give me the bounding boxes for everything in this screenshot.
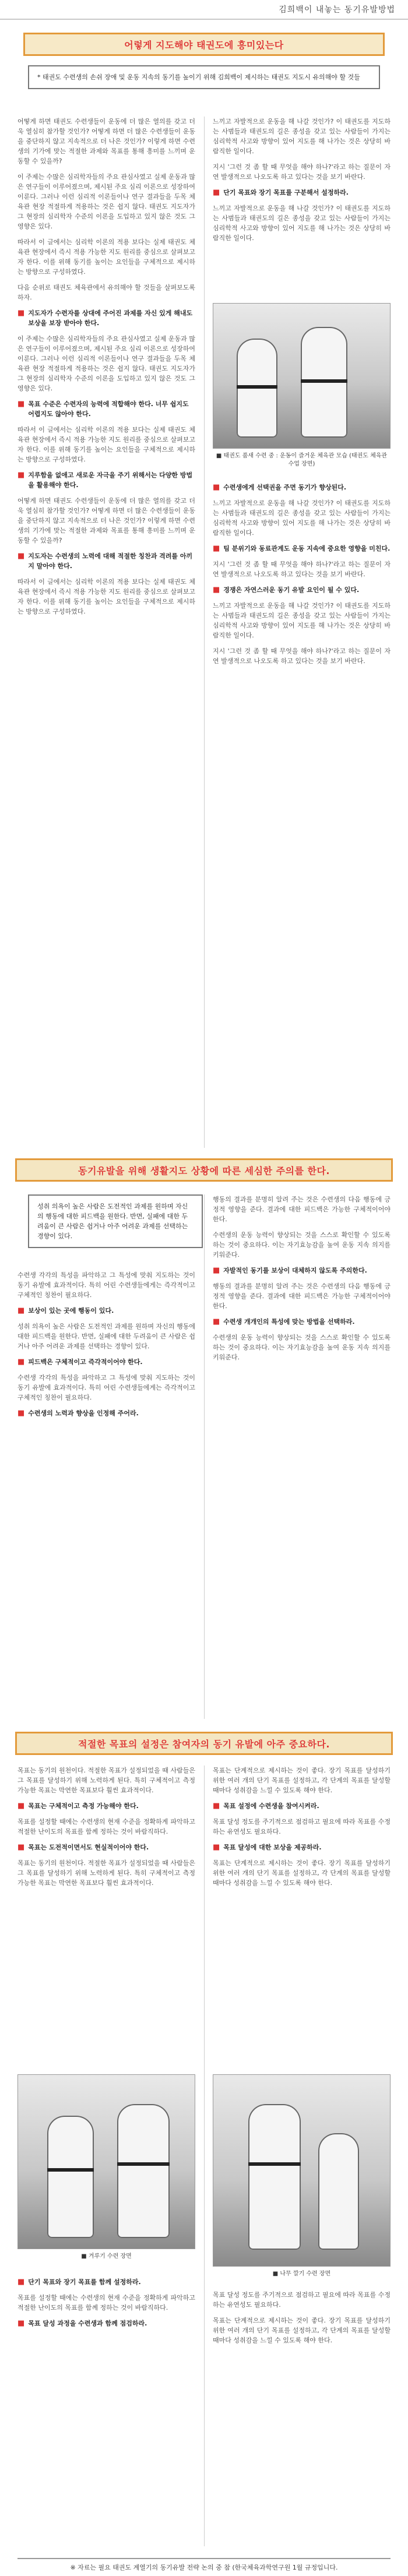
bullet-icon: ■ <box>17 552 25 561</box>
bullet-item: ■ 보상이 있는 곳에 행동이 있다. <box>17 1306 114 1315</box>
paragraph: 어떻게 하면 태권도 수련생들이 운동에 더 많은 열의를 갖고 더욱 열심히 참가할 것인가? 어떻게 하면 더 많은 수련생들이 운동을 중단하지 않고 지속적으로 더 나은 것인가? 이렇게 하면 수련생의 기가에 맞는 적절한 과제와 목표를 통해 흥미를 느끼며 운동할 수 있을까? <box>17 118 195 165</box>
banner-title: 적절한 목표의 설정은 참여자의 동기 유발에 아주 중요하다. <box>78 1738 330 1750</box>
bullet-icon: ■ <box>17 1843 25 1852</box>
column-divider <box>204 117 205 1148</box>
paragraph: 성취 의욕이 높은 사람은 도전적인 과제를 원하며 자신의 행동에 대한 피드백을 원한다. 반면, 실패에 대한 두려움이 큰 사람은 쉽거나 아주 어려운 과제를 선택하는 경향이 있다. <box>17 1323 195 1350</box>
belt <box>117 2162 170 2166</box>
bullet-item: ■ 목표 달성에 대한 보상을 제공하라. <box>213 1843 322 1852</box>
paragraph: 목표를 설정할 때에는 수련생의 현재 수준을 정확하게 파악하고 적절한 난이도의 목표를 함께 정하는 것이 바람직하다. <box>17 2294 195 2311</box>
bullet-item: ■ 단기 목표와 장기 목표를 구분해서 설정하라. <box>213 188 349 197</box>
paragraph: 느끼고 자발적으로 운동을 해 나갈 것인가? 이 태권도를 지도하는 사범들과 태권도의 길은 종성을 갖고 있는 사람들이 가지는 심리학적 사고와 방향이 있어 지도를 해 나가는 것은 상당히 바람직한 일이다. <box>213 602 391 639</box>
paragraph: 따라서 이 글에서는 심리학 이론의 적용 보다는 실제 태권도 체육관 현장에서 즉시 적용 가능한 지도 원리를 중심으로 살펴보고자 한다. 이를 위해 동기를 높이는 요인들을 구체적으로 제시하는 방향으로 구성하였다. <box>17 426 195 463</box>
quote-text: 성취 의욕이 높은 사람은 도전적인 과제를 원하며 자신의 행동에 대한 피드백을 원한다. 반면, 실패에 대한 두려움이 큰 사람은 쉽거나 아주 어려운 과제를 선택하는 경향이 있다. <box>37 1203 188 1240</box>
paragraph: 목표 달성 정도를 주기적으로 점검하고 필요에 따라 목표를 수정하는 유연성도 필요하다. <box>213 2291 391 2309</box>
bullet-icon: ■ <box>213 1802 220 1810</box>
paragraph: 지시 '그런 것 좀 할 때 무엇을 해야 하나?'라고 하는 질문이 자연 발생적으로 나오도록 하고 있다는 것을 보기 바란다. <box>213 163 391 181</box>
paragraph: 이 주제는 수많은 심리학자들의 주요 관심사였고 실제 운동과 많은 연구들이 이루어졌으며, 제시된 주요 심리 이론으로 성장하여 이룬다. 그러나 이런 심리적 이론들이나 연구 결과들을 두목 체육관 현장 적절하게 적용하는 것은 쉽지 않다. 태권도 지도자가 그 현장의 심리학자 수준의 이론을 도입하고 있지 않은 것도 그 영향은 있다. <box>17 173 195 230</box>
column-divider <box>204 1766 205 2546</box>
bullet-item: ■ 수련생 개개인의 특성에 맞는 방법을 선택하라. <box>213 1317 355 1326</box>
sec3-left-col <box>17 1766 195 1894</box>
footer-text: ※ 자료는 필요 태권도 계열기의 동기유발 전략 논의 중 참 (한국체육과학연구원 1월 규정입니다. <box>70 2564 338 2571</box>
paragraph: 목표는 동기의 원천이다. 적절한 목표가 설정되었을 때 사람들은 그 목표를 달성하기 위해 노력하게 된다. 특히 구체적이고 측정 가능한 목표는 막연한 목표보다 훨씬 효과적이다. <box>17 1767 195 1794</box>
banner-section2 <box>15 1158 393 1182</box>
bullet-icon: ■ <box>213 1843 220 1852</box>
bullet-icon: ■ <box>17 2319 25 2328</box>
photo-sparring <box>17 2074 195 2249</box>
paragraph: 수련생 각각의 특성을 파악하고 그 특성에 맞춰 지도하는 것이 동기 유발에 효과적이다. 특히 어린 수련생들에게는 즉각적이고 구체적인 칭찬이 필요하다. <box>17 1271 195 1299</box>
banner-section3 <box>15 1732 393 1755</box>
athlete-figure <box>248 2104 301 2250</box>
bullet-icon: ■ <box>213 1317 220 1326</box>
athlete-figure <box>117 2104 170 2238</box>
bullet-item: ■ 자발적인 동기를 보상이 대체하지 않도록 주의한다. <box>213 1266 367 1275</box>
photo-board-breaking <box>213 2074 391 2267</box>
bullet-icon: ■ <box>17 1306 25 1315</box>
bullet-icon: ■ <box>213 483 220 492</box>
belt <box>301 379 347 383</box>
bullet-icon: ■ <box>213 188 220 197</box>
bullet-item: ■ 목표 설정에 수련생을 참여시켜라. <box>213 1802 319 1810</box>
section-label: 김희백이 내놓는 동기유발방법 <box>279 5 395 15</box>
column-divider <box>204 1194 205 1719</box>
sec2-left-col <box>17 1270 195 1424</box>
paragraph: 목표는 단계적으로 제시하는 것이 좋다. 장기 목표를 달성하기 위한 여러 개의 단기 목표를 설정하고, 각 단계의 목표를 달성할 때마다 성취감을 느낄 수 있도록 해야 한다. <box>213 1767 391 1794</box>
quote-box <box>28 1194 203 1248</box>
sec3-left-col-lower <box>17 2272 195 2334</box>
page-header <box>0 0 408 20</box>
bullet-icon: ■ <box>17 1409 25 1418</box>
paragraph: 목표를 설정할 때에는 수련생의 현재 수준을 정확하게 파악하고 적절한 난이도의 목표를 함께 정하는 것이 바람직하다. <box>17 1818 195 1835</box>
paragraph: 따라서 이 글에서는 심리학 이론의 적용 보다는 실제 태권도 체육관 현장에서 즉시 적용 가능한 지도 원리를 중심으로 살펴보고자 한다. 이를 위해 동기를 높이는 요인들을 구체적으로 제시하는 방향으로 구성하였다. <box>17 238 195 276</box>
photo-caption: ■ 태권도 품새 수련 중 : 운동이 즐거운 체육관 모습 (태권도 체육관 수업 장면) <box>216 453 388 467</box>
paragraph: 느끼고 자발적으로 운동을 해 나갈 것인가? 이 태권도를 지도하는 사범들과 태권도의 길은 종성을 갖고 있는 사람들이 가지는 심리학적 사고와 방향이 있어 지도를 해 나가는 것은 상당히 바람직한 일이다. <box>213 499 391 537</box>
paragraph: 이 주제는 수많은 심리학자들의 주요 관심사였고 실제 운동과 많은 연구들이 이루어졌으며, 제시된 주요 심리 이론으로 성장하여 이룬다. 그러나 이런 심리적 이론들이나 연구 결과들을 두목 체육관 현장 적절하게 적용하는 것은 쉽지 않다. 태권도 지도자가 그 현장의 심리학자 수준의 이론을 도입하고 있지 않은 것도 그 영향은 있다. <box>17 335 195 392</box>
bullet-item: ■ 목표 수준은 수련자의 능력에 적합해야 한다. 너무 쉽지도 어렵지도 않아야 한다. <box>17 400 189 418</box>
bullet-item: ■ 지루함을 없애고 새로운 자극을 주기 위해서는 다양한 방법을 활용해야 한다. <box>17 471 193 489</box>
bullet-icon: ■ <box>17 1358 25 1366</box>
paragraph: 느끼고 자발적으로 운동을 해 나갈 것인가? 이 태권도를 지도하는 사범들과 태권도의 길은 종성을 갖고 있는 사람들이 가지는 심리학적 사고와 방향이 있어 지도를 해 나가는 것은 상당히 바람직한 일이다. <box>213 205 391 242</box>
bullet-item: ■ 수련생에게 선택권을 주면 동기가 향상된다. <box>213 483 347 492</box>
paragraph: 목표는 단계적으로 제시하는 것이 좋다. 장기 목표를 달성하기 위한 여러 개의 단기 목표를 설정하고, 각 단계의 목표를 달성할 때마다 성취감을 느낄 수 있도록 해야 한다. <box>213 1859 391 1887</box>
paragraph: 수련생의 운동 능력이 향상되는 것을 스스로 확인할 수 있도록 하는 것이 중요하다. 이는 자기효능감을 높여 운동 지속 의지를 키워준다. <box>213 1334 391 1361</box>
bullet-item: ■ 지도자는 수련생의 노력에 대해 적절한 칭찬과 격려를 아끼지 말아야 한다. <box>17 552 193 570</box>
bullet-icon: ■ <box>213 1266 220 1275</box>
paragraph: 지시 '그런 것 좀 할 때 무엇을 해야 하나?'라고 하는 질문이 자연 발생적으로 나오도록 하고 있다는 것을 보기 바란다. <box>213 561 391 578</box>
paragraph: 목표 달성 정도를 주기적으로 점검하고 필요에 따라 목표를 수정하는 유연성도 필요하다. <box>213 1818 391 1835</box>
paragraph: 수련생 각각의 특성을 파악하고 그 특성에 맞춰 지도하는 것이 동기 유발에 효과적이다. 특히 어린 수련생들에게는 즉각적이고 구체적인 칭찬이 필요하다. <box>17 1374 195 1401</box>
bullet-icon: ■ <box>17 471 25 480</box>
paragraph: 행동의 결과를 분명히 알려 주는 것은 수련생의 다음 행동에 긍정적 영향을 준다. 결과에 대한 피드백은 가능한 구체적이어야 한다. <box>213 1196 391 1223</box>
bullet-item: ■ 목표는 도전적이면서도 현실적이어야 한다. <box>17 1843 149 1852</box>
paragraph: 느끼고 자발적으로 운동을 해 나갈 것인가? 이 태권도를 지도하는 사범들과 태권도의 길은 종성을 갖고 있는 사람들이 가지는 심리학적 사고와 방향이 있어 지도를 해 나가는 것은 상당히 바람직한 일이다. <box>213 118 391 155</box>
paragraph: 수련생의 운동 능력이 향상되는 것을 스스로 확인할 수 있도록 하는 것이 중요하다. 이는 자기효능감을 높여 운동 지속 의지를 키워준다. <box>213 1231 391 1259</box>
banner-section1 <box>23 33 385 56</box>
bullet-item: ■ 피드백은 구체적이고 즉각적이어야 한다. <box>17 1358 143 1366</box>
bullet-icon: ■ <box>213 544 220 553</box>
bullet-icon: ■ <box>17 309 25 318</box>
belt <box>237 385 277 389</box>
banner-title: 어렇게 지도해야 태권도에 흥미있는다 <box>124 39 284 51</box>
bullet-icon: ■ <box>17 400 25 408</box>
photo-caption: ■ 겨루기 수련 장면 <box>81 2253 132 2260</box>
bullet-item: ■ 목표는 구체적이고 측정 가능해야 한다. <box>17 1802 139 1810</box>
bullet-item: ■ 단기 목표와 장기 목표를 함께 설정하라. <box>17 2278 141 2286</box>
paragraph: 다음 순위로 태권도 체육관에서 유의해야 할 것들을 살펴보도록 하자. <box>17 284 195 301</box>
sec1-right-col-lower <box>213 478 391 672</box>
paragraph: 따라서 이 글에서는 심리학 이론의 적용 보다는 실제 태권도 체육관 현장에서 즉시 적용 가능한 지도 원리를 중심으로 살펴보고자 한다. 이를 위해 동기를 높이는 요인들을 구체적으로 제시하는 방향으로 구성하였다. <box>17 578 195 615</box>
belt <box>248 2162 301 2166</box>
bullet-item: ■ 경쟁은 자연스러운 동기 유발 요인이 될 수 있다. <box>213 586 360 594</box>
bullet-icon: ■ <box>17 1802 25 1810</box>
photo-taekwondo-training <box>213 303 391 449</box>
sec1-left-col <box>17 117 195 622</box>
bullet-item: ■ 수련생의 노력과 향상을 인정해 주어라. <box>17 1409 139 1418</box>
paragraph: 행동의 결과를 분명히 알려 주는 것은 수련생의 다음 행동에 긍정적 영향을 준다. 결과에 대한 피드백은 가능한 구체적이어야 한다. <box>213 1282 391 1310</box>
paragraph: 목표는 단계적으로 제시하는 것이 좋다. 장기 목표를 달성하기 위한 여러 개의 단기 목표를 설정하고, 각 단계의 목표를 달성할 때마다 성취감을 느낄 수 있도록 해야 한다. <box>213 2317 391 2344</box>
sec2-right-col <box>213 1194 391 1368</box>
bullet-item: ■ 지도자가 수련자를 상대에 주어진 과제를 자신 있게 해내도 보상을 보장 받아야 한다. <box>17 309 193 327</box>
athlete-figure <box>47 2116 94 2238</box>
bullet-icon: ■ <box>17 2278 25 2286</box>
banner-title: 동기유발을 위해 생활지도 상황에 따른 세심한 주의를 한다. <box>78 1165 330 1176</box>
intro-box <box>28 65 380 89</box>
paragraph: 목표는 동기의 원천이다. 적절한 목표가 설정되었을 때 사람들은 그 목표를 달성하기 위해 노력하게 된다. 특히 구체적이고 측정 가능한 목표는 막연한 목표보다 훨씬 효과적이다. <box>17 1859 195 1887</box>
bullet-icon: ■ <box>213 586 220 594</box>
paragraph: 지시 '그런 것 좀 할 때 무엇을 해야 하나?'라고 하는 질문이 자연 발생적으로 나오도록 하고 있다는 것을 보기 바란다. <box>213 647 391 665</box>
athlete-figure <box>318 2133 359 2250</box>
sec3-right-col <box>213 1766 391 1894</box>
bullet-item: ■ 팀 분위기와 동료관계도 운동 지속에 중요한 영향을 미친다. <box>213 544 391 553</box>
paragraph: 어떻게 하면 태권도 수련생들이 운동에 더 많은 열의를 갖고 더욱 열심히 참가할 것인가? 어떻게 하면 더 많은 수련생들이 운동을 중단하지 않고 지속적으로 더 나은 것인가? 이렇게 하면 수련생의 기가에 맞는 적절한 과제와 목표를 통해 흥미를 느끼며 운동할 수 있을까? <box>17 497 195 544</box>
photo-scene <box>213 2075 390 2266</box>
footer-note <box>17 2558 391 2572</box>
belt <box>47 2168 94 2172</box>
bullet-item: ■ 목표 달성 과정을 수련생과 함께 점검하라. <box>17 2319 147 2328</box>
sec3-right-col-lower <box>213 2290 391 2351</box>
intro-text: * 태권도 수련생의 손쉬 장애 및 운동 지속의 동기를 높이기 위해 김희백이 제시하는 태권도 지도시 유의해야 할 것들 <box>37 73 360 81</box>
photo-caption: ■ 나무 깔기 수련 장면 <box>272 2271 331 2277</box>
sec1-right-col <box>213 117 391 249</box>
